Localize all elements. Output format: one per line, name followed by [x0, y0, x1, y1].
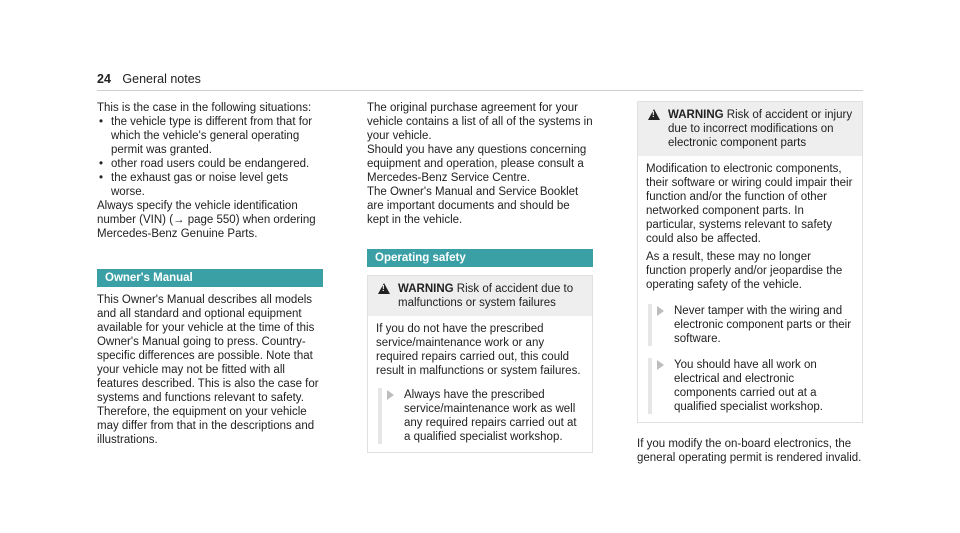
column-middle	[367, 101, 593, 453]
page-header-title: General notes	[122, 72, 201, 86]
step-bar	[648, 358, 652, 414]
purchase-agreement-text: The original purchase agreement for your vehicle contains a list of all of the systems in your vehicle.	[367, 102, 593, 142]
step-arrow-icon	[657, 360, 664, 370]
warning-body	[638, 156, 862, 422]
list-item: • the exhaust gas or noise level gets worse.	[97, 171, 323, 199]
questions-text: Should you have any questions concerning equipment and operation, please consult a Mercedes-Benz Service Centre.	[367, 144, 587, 184]
warning-header	[638, 102, 862, 156]
warning-text: If you do not have the prescribed service/maintenance work or any required repairs carried out, this could result in malfunctions or system failures.	[376, 323, 581, 377]
list-item: • the vehicle type is different from that for which the vehicle's general operating permit was granted.	[97, 115, 323, 157]
situations-intro: This is the case in the following situations:	[97, 102, 312, 114]
step-text: Always have the prescribed service/maintenance work as well any required repairs carried out at a qualified specialist workshop.	[404, 389, 577, 443]
owners-manual-text: This Owner's Manual describes all models and all standard and optional equipment available for your vehicle at the time of this Owner's Manual going to press. Country-specific differences are possible. Note that your vehicle may not be fitted with all features described. This is also the case for systems and functions relevant to safety. Therefore, the equipment on your vehicle may differ from that in the descriptions and illustrations.	[97, 294, 319, 446]
closing-text: If you modify the on-board electronics, the general operating permit is rendered invalid.	[637, 438, 862, 464]
page-number: 24	[97, 72, 111, 86]
operating-safety-heading: Operating safety	[367, 249, 593, 267]
warning-text: Modification to electronic components, their software or wiring could impair their function and/or the function of other networked component parts. In particular, systems relevant to safety could also be affected.	[646, 163, 853, 245]
warning-title: Risk of accident or injury due to incorrect modifications on electronic component parts	[668, 109, 853, 149]
documents-text: The Owner's Manual and Service Booklet are important documents and should be kept in the vehicle.	[367, 186, 579, 226]
step-arrow-icon	[657, 306, 664, 316]
column-right	[637, 101, 863, 465]
owners-manual-heading: Owner's Manual	[97, 269, 323, 287]
warning-body	[368, 316, 592, 452]
warning-step	[646, 304, 854, 346]
warning-step	[376, 388, 584, 444]
step-text: You should have all work on electrical and electronic components carried out at a qualified specialist workshop.	[674, 359, 823, 413]
situations-list	[97, 115, 323, 199]
warning-title: Risk of accident due to malfunctions or system failures	[398, 283, 574, 309]
step-text: Never tamper with the wiring and electronic component parts or their software.	[674, 305, 852, 345]
warning-box	[367, 275, 593, 453]
warning-text: As a result, these may no longer function properly and/or jeopardise the operating safety of the vehicle.	[646, 251, 843, 291]
step-bar	[648, 304, 652, 346]
warning-label: WARNING	[398, 283, 454, 295]
warning-step	[646, 358, 854, 414]
step-arrow-icon	[387, 390, 394, 400]
column-left	[97, 101, 323, 447]
warning-triangle-icon	[378, 283, 390, 294]
header-divider	[97, 90, 863, 91]
warning-header	[368, 276, 592, 316]
warning-triangle-icon	[648, 109, 660, 120]
list-item: • other road users could be endangered.	[97, 157, 323, 171]
warning-box	[637, 101, 863, 423]
vin-note: Always specify the vehicle identification number (VIN) (→ page 550) when ordering Mercedes-Benz Genuine Parts.	[97, 200, 316, 240]
step-bar	[378, 388, 382, 444]
warning-label: WARNING	[668, 109, 724, 121]
page-header	[97, 72, 201, 86]
